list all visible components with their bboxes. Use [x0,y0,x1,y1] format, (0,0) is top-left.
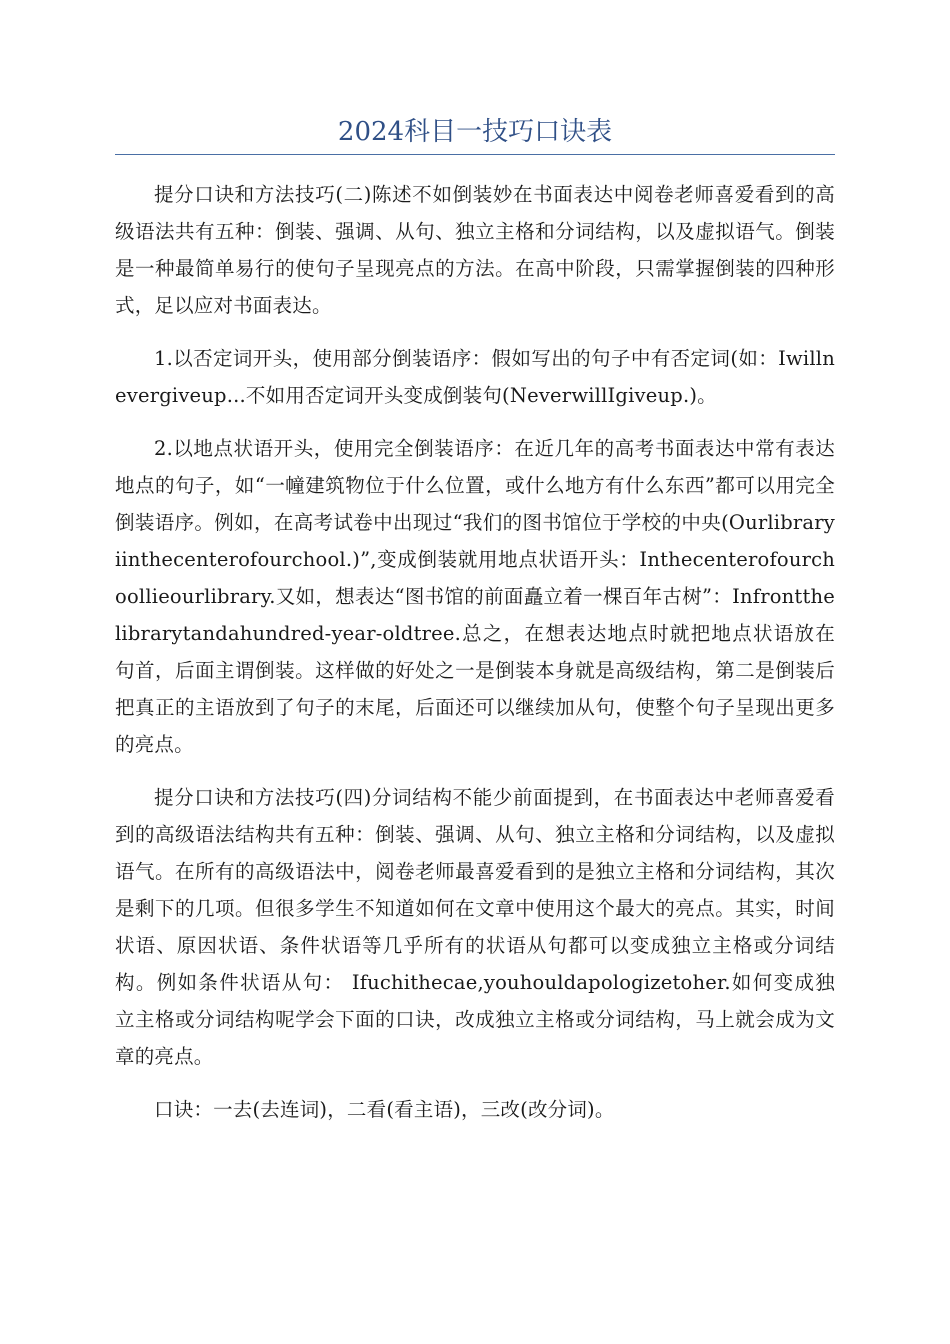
paragraph-mnemonic: 口诀：一去(去连词)，二看(看主语)，三改(改分词)。 [154,1098,615,1121]
paragraph-negative-inversion: 1.以否定词开头，使用部分倒装语序：假如写出的句子中有否定词(如：Iwillnevergiveup...不如用否定词开头变成倒装句(NeverwillIgiveup.)。 [115,347,835,407]
document-body [115,176,835,1128]
paragraph-inversion-intro: 提分口诀和方法技巧(二)陈述不如倒装妙在书面表达中阅卷老师喜爱看到的高级语法共有五种：倒装、强调、从句、独立主格和分词结构，以及虚拟语气。倒装是一种最简单易行的使句子呈现亮点的方法。在高中阶段，只需掌握倒装的四种形式，足以应对书面表达。 [115,183,835,317]
paragraph-place-inversion: 2.以地点状语开头，使用完全倒装语序：在近几年的高考书面表达中常有表达地点的句子，如“一幢建筑物位于什么位置，或什么地方有什么东西”都可以用完全倒装语序。例如，在高考试卷中出现过“我们的图书馆位于学校的中央(Ourlibraryiinthecenterofourchool.)”,变成倒装就用地点状语开头：Inthecenterofourchoollieourlibrary.又如，想表达“图书馆的前面矗立着一棵百年古树”：Infrontthelibrarytandahundred-year-oldtree.总之，在想表达地点时就把地点状语放在句首，后面主谓倒装。这样做的好处之一是倒装本身就是高级结构，第二是倒装后把真正的主语放到了句子的末尾，后面还可以继续加从句，使整个句子呈现出更多的亮点。 [115,437,835,756]
paragraph-participle-structure: 提分口诀和方法技巧(四)分词结构不能少前面提到，在书面表达中老师喜爱看到的高级语法结构共有五种：倒装、强调、从句、独立主格和分词结构，以及虚拟语气。在所有的高级语法中，阅卷老师最喜爱看到的是独立主格和分词结构，其次是剩下的几项。但很多学生不知道如何在文章中使用这个最大的亮点。其实，时间状语、原因状语、条件状语等几乎所有的状语从句都可以变成独立主格或分词结构。例如条件状语从句： Ifuchithecae,youhouldapologizetoher.如何变成独立主格或分词结构呢学会下面的口诀，改成独立主格或分词结构，马上就会成为文章的亮点。 [115,786,835,1068]
document-title: 2024科目一技巧口诀表 [337,117,613,147]
title-underline [115,154,835,155]
